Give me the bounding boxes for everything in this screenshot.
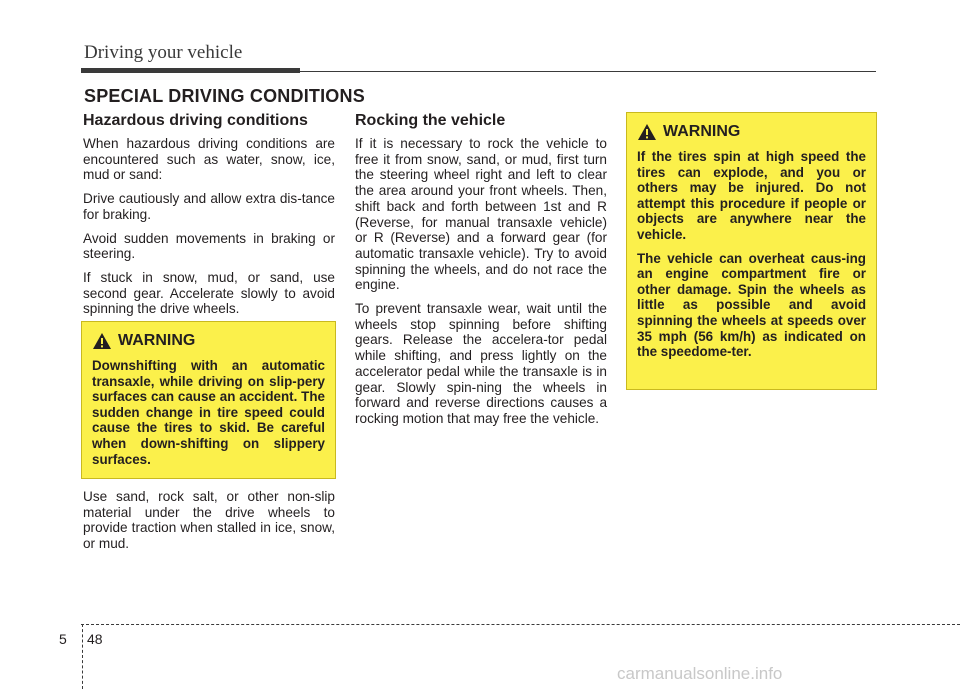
warning-text: Downshifting with an automatic transaxle, while driving on slip-pery surfaces can cause an accident. The sudden change in tire speed could cause the tires to skid. Be careful when down-shifting on slippery surfaces. [92,358,325,467]
chapter-title: Driving your vehicle [84,42,243,63]
hazardous-paragraph: When hazardous driving conditions are encountered such as water, snow, ice, mud or sand: [83,136,335,183]
warning-text: If the tires spin at high speed the tires can explode, and you or others may be injured. Do not attempt this procedure if people or objects are anywhere near the vehicle. [637,149,866,242]
header-rule-thick [81,68,300,73]
chapter-number: 5 [59,631,67,647]
warning-title: WARNING [118,332,196,349]
hazardous-paragraph: Avoid sudden movements in braking or steering. [83,230,335,262]
hazardous-section [83,112,335,325]
rocking-heading: Rocking the vehicle [355,112,506,129]
watermark: carmanualsonline.info [617,664,783,683]
traction-note [83,489,335,560]
warning-header [637,123,866,141]
section-title: SPECIAL DRIVING CONDITIONS [84,86,365,106]
warning-box-downshifting [81,321,336,479]
warning-triangle-icon [92,332,112,350]
warning-box-tire-spin [626,112,877,390]
traction-paragraph: Use sand, rock salt, or other non-slip material under the drive wheels to provide traction when stalled in ice, snow, or mud. [83,489,335,552]
rocking-paragraph: If it is necessary to rock the vehicle to free it from snow, sand, or mud, first turn the steering wheel right and left to clear the area around your front wheels. Then, shift back and forth between 1st and R (Reverse, for manual transaxle vehicle) or R (Reverse) and a forward gear (for automatic transaxle vehicle). Try to avoid spinning the wheels, and do not race the engine. [355,136,607,293]
warning-header [92,332,325,350]
rocking-paragraph: To prevent transaxle wear, wait until the wheels stop spinning before shifting gears. Release the accelera-tor pedal while shifting, and press lightly on the accelerator pedal while the transaxle is in gear. Slowly spin-ning the wheels in forward and reverse directions causes a rocking motion that may free the vehicle. [355,301,607,426]
hazardous-paragraph: Drive cautiously and allow extra dis-tance for braking. [83,191,335,222]
footer-divider [82,624,83,689]
warning-text: The vehicle can overheat caus-ing an engine compartment fire or other damage. Spin the wheels as little as possible and avoid spinning the wheels at speeds over 35 mph (56 km/h) as indicated on the speedome-ter. [637,250,866,360]
hazardous-paragraph: If stuck in snow, mud, or sand, use second gear. Accelerate slowly to avoid spinning the drive wheels. [83,269,335,317]
header-rule-thin [300,71,876,72]
footer-rule [81,624,960,625]
page-number: 48 [87,631,103,647]
warning-triangle-icon [637,123,657,141]
warning-title: WARNING [663,123,741,140]
rocking-section [355,112,607,435]
hazardous-heading: Hazardous driving conditions [83,112,308,129]
